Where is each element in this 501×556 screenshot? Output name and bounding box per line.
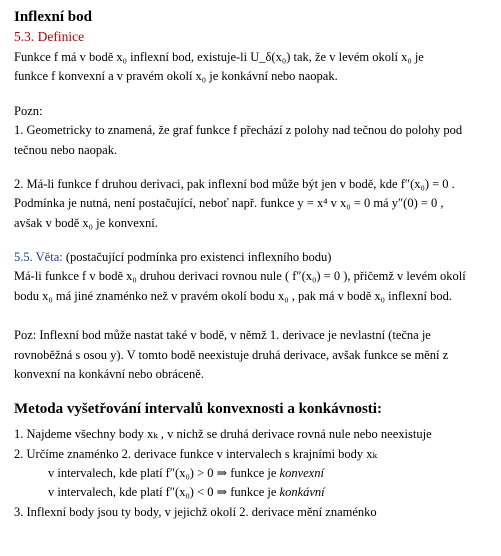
step-2a-emphasis: konvexní [279,466,324,480]
method-step-2: 2. Určíme znaménko 2. derivace funkce v intervalech s krajními body xₖ [14,446,378,461]
step-2a-text: v intervalech, kde platí f″(x₀) > 0 ⇒ funkce je [48,466,280,480]
notes-label: Pozn: [14,103,43,118]
remark-line-1: Poz: Inflexní bod může nastat také v bodě, v němž 1. derivace je nevlastní (tečna je [14,328,431,343]
method-step-2b [14,483,487,502]
theorem-line-1: Má-li funkce f v bodě x₀ druhou derivaci rovnou nule ( f″(x₀) = 0 ), přičemž v levém okolí [14,269,466,284]
method-step-3: 3. Inflexní body jsou ty body, v jejichž okolí 2. derivace mění znaménko [14,504,377,519]
note-2-line-1: 2. Má-li funkce f druhou derivaci, pak inflexní bod může být jen v bodě, kde f″(x₀) = 0 . [14,176,455,191]
theorem-line-2: bodu x₀ má jiné znaménko než v pravém okolí bodu x₀ , pak má v bodě x₀ inflexní bod. [14,288,452,303]
definition-heading: 5.3. Definice [14,29,85,44]
definition-line-2: funkce f konvexní a v pravém okolí x₀ je konkávní nebo naopak. [14,69,338,84]
step-2b-emphasis: konkávní [279,485,325,500]
note-2-line-3: avšak v bodě x₀ je konvexní. [14,215,158,230]
note-2-line-2: Podmínka je nutná, není postačující, neboť např. funkce y = x⁴ v x₀ = 0 má y″(0) = 0 , [14,196,444,211]
method-step-1: 1. Najdeme všechny body xₖ , v nichž se druhá derivace rovná nule nebo neexistuje [14,427,432,442]
note-1-line-2: tečnou nebo naopak. [14,142,118,157]
theorem-label: 5.5. Věta: [14,250,63,264]
note-1-line-1: 1. Geometricky to znamená, že graf funkce f přechází z polohy nad tečnou do polohy pod [14,123,463,138]
method-step-2a [14,464,487,483]
theorem-subtitle: (postačující podmínka pro existenci inflexního bodu) [62,250,332,264]
theorem-heading [14,248,487,267]
remark-line-3: konvexní na konkávní nebo obráceně. [14,366,204,381]
page-title: Inflexní bod [14,9,92,25]
definition-line-1: Funkce f má v bodě x₀ inflexní bod, existuje-li U_δ(x₀) tak, že v levém okolí x₀ je [14,50,424,64]
step-2b-text: v intervalech, kde platí f″(x₀) < 0 ⇒ funkce je [48,485,280,500]
remark-line-2: rovnoběžná s osou y). V tomto bodě neexistuje druhá derivace, avšak funkce se mění z [14,347,449,362]
method-heading: Metoda vyšetřování intervalů konvexnosti a konkávnosti: [14,401,382,418]
